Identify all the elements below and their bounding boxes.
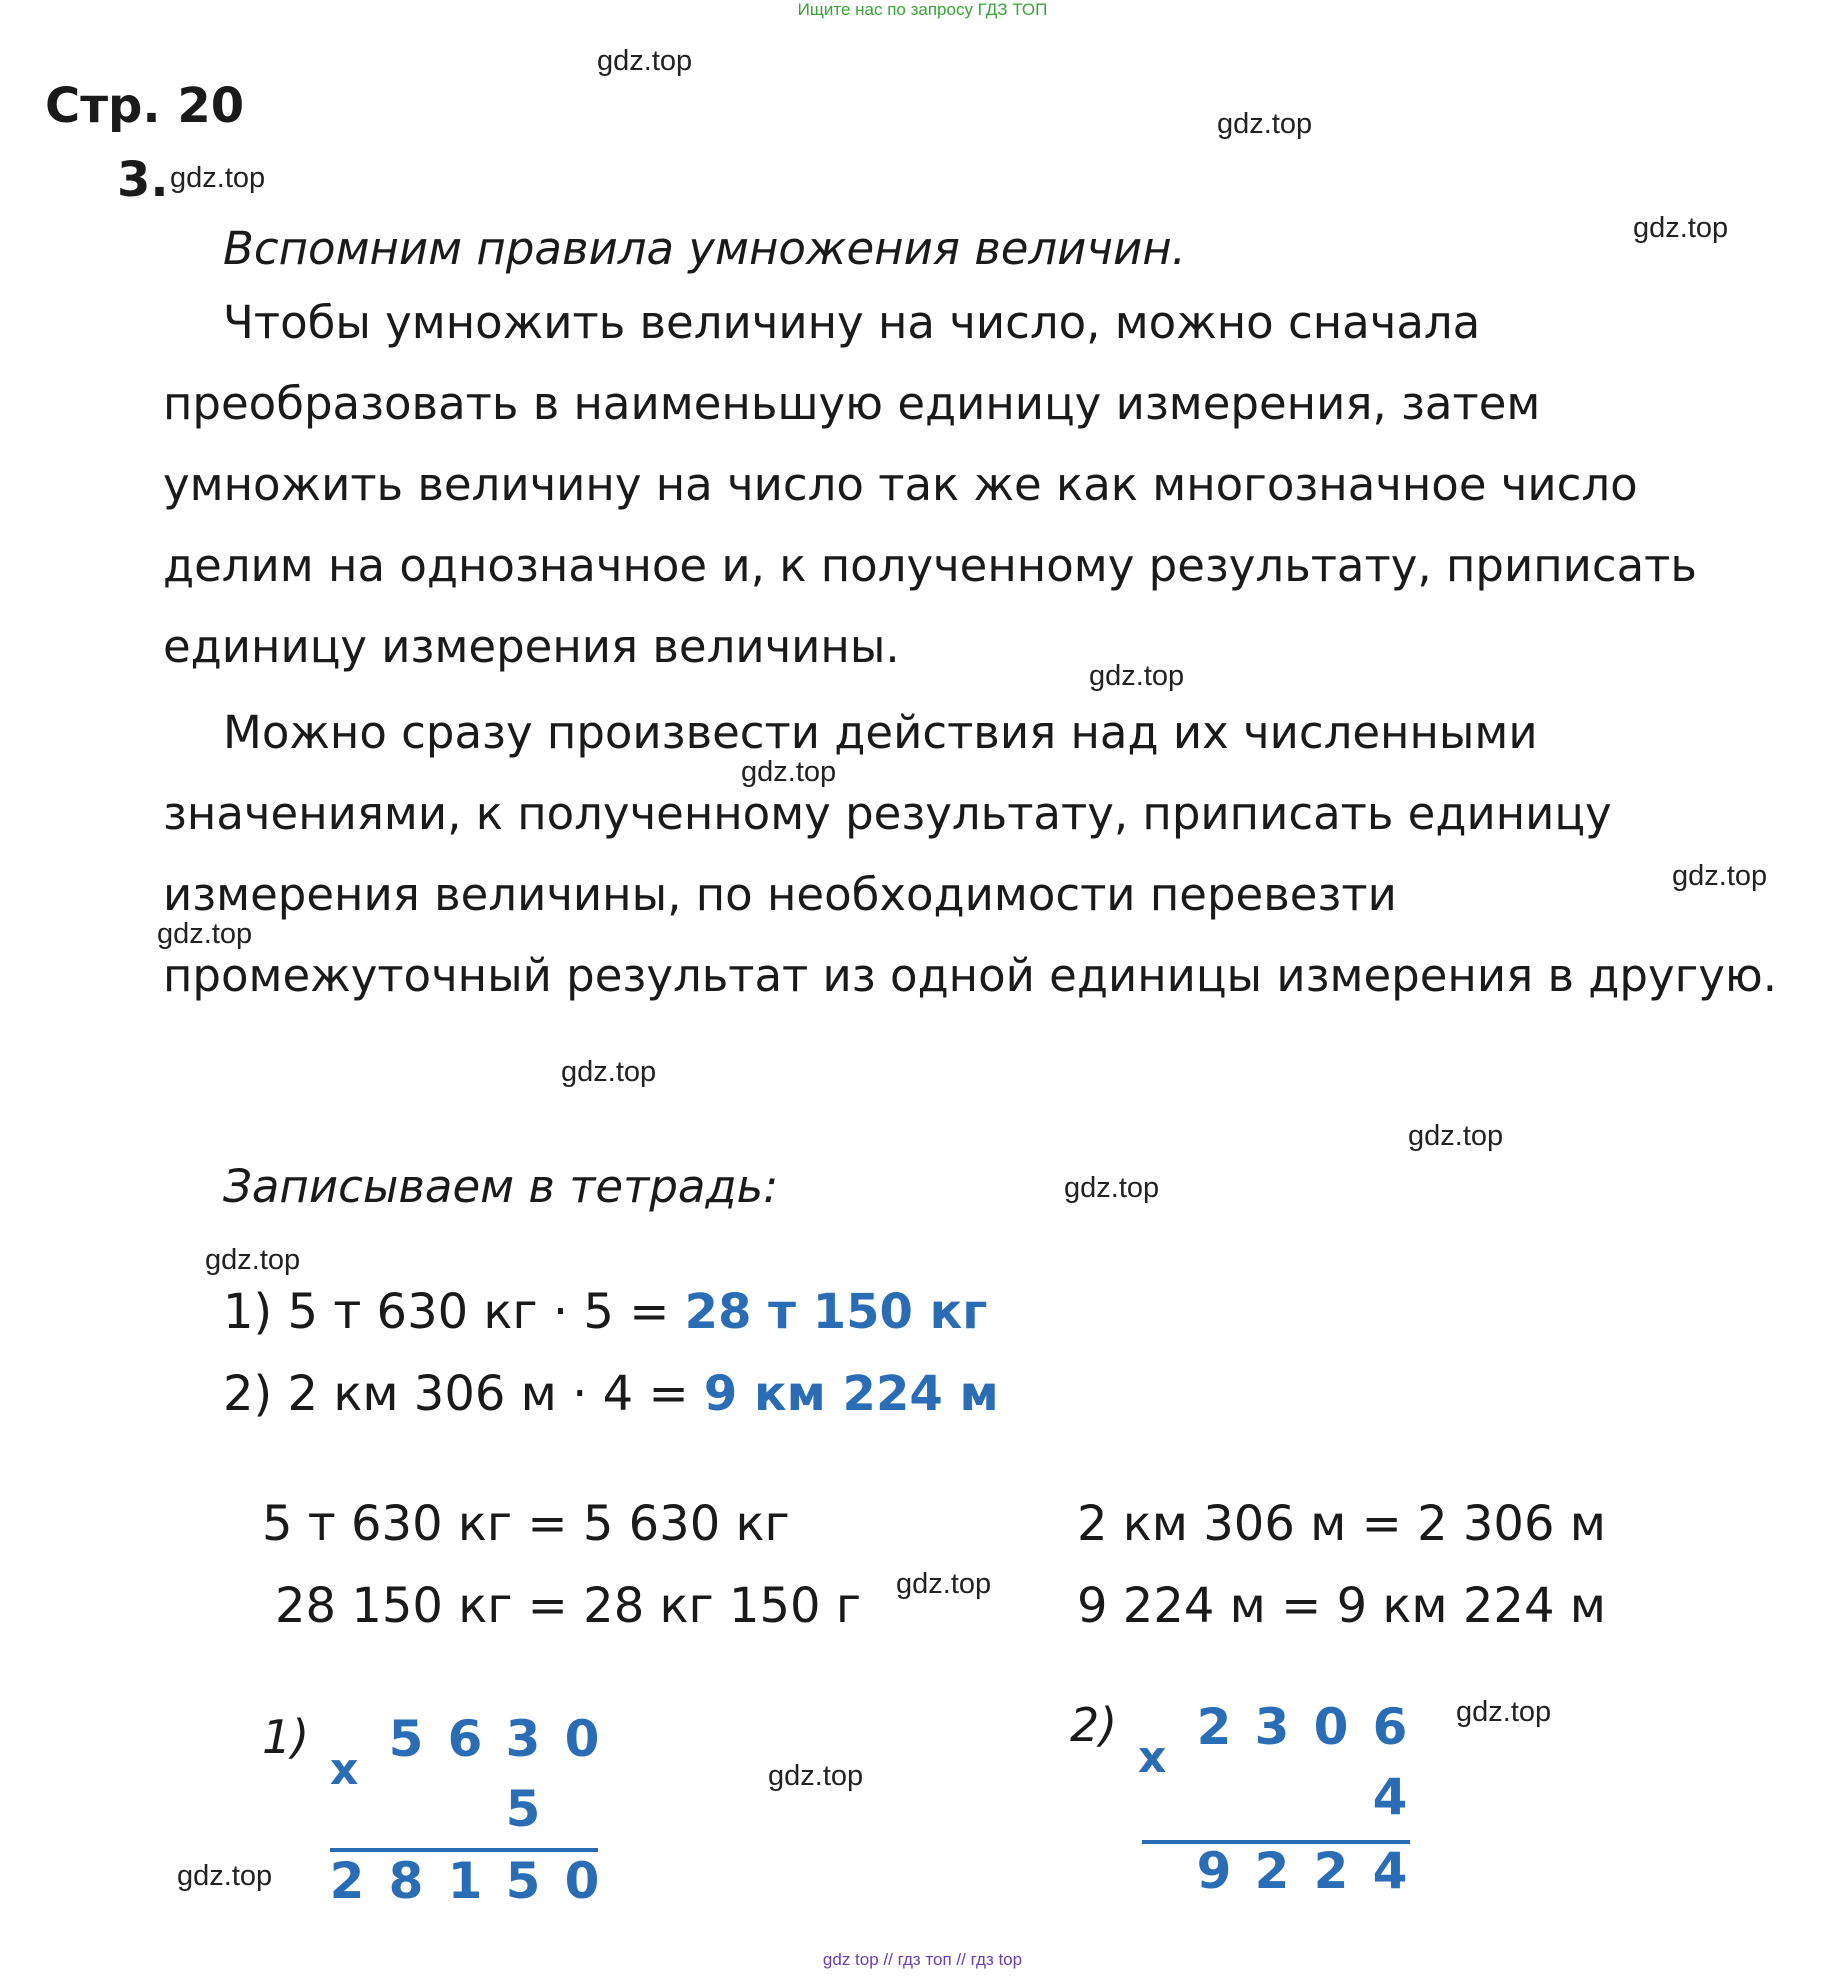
column-2-result-digit: 2 xyxy=(1313,1842,1349,1900)
column-2-result-digit: 4 xyxy=(1372,1842,1408,1900)
write-title: Записываем в тетрадь: xyxy=(223,1160,779,1213)
column-1-result-digit: 1 xyxy=(447,1852,483,1910)
task-number: 3. xyxy=(117,152,169,208)
equation-1 xyxy=(223,1284,987,1340)
equation-2-expr: 2) 2 км 306 м · 4 = xyxy=(223,1366,704,1422)
bottom-banner: gdz top // гдз топ // гдз top xyxy=(822,1950,1023,1969)
watermark: gdz.top xyxy=(741,756,837,788)
conversion-left-1: 5 т 630 кг = 5 630 кг xyxy=(262,1496,790,1552)
equation-1-answer: 28 т 150 кг xyxy=(684,1284,988,1340)
column-1-multiplicand-digit: 5 xyxy=(388,1710,424,1768)
watermark: gdz.top xyxy=(896,1568,992,1600)
watermark: gdz.top xyxy=(1408,1120,1504,1152)
column-2-multiplicand-digit: 2 xyxy=(1196,1698,1232,1756)
watermark: gdz.top xyxy=(170,162,266,194)
watermark: gdz.top xyxy=(1064,1172,1160,1204)
conversion-left-2: 28 150 кг = 28 кг 150 г xyxy=(275,1578,862,1634)
column-2-multiplier-digit: 4 xyxy=(1372,1768,1408,1826)
rule-paragraph-1-text: Чтобы умножить величину на число, можно сначала преобразовать в наименьшую единицу измерения, затем умножить величину на число так же как многозначное число делим на однозначное и, к полученному результату, приписать единицу измерения величины. xyxy=(163,296,1697,673)
rule-paragraph-1 xyxy=(163,282,1783,687)
watermark: gdz.top xyxy=(768,1760,864,1792)
column-1-sign: x xyxy=(330,1744,359,1795)
column-2-sign: x xyxy=(1138,1732,1167,1783)
rule-paragraph-2-text: Можно сразу произвести действия над их численными значениями, к полученному результату, приписать единицу измерения величины, по необходимости перевезти промежуточный результат из одной единицы измерения в другую. xyxy=(163,706,1778,1002)
column-1-multiplicand-digit: 0 xyxy=(564,1710,600,1768)
page-title: Стр. 20 xyxy=(45,78,245,134)
conversion-right-2: 9 224 м = 9 км 224 м xyxy=(1077,1578,1606,1634)
column-1-multiplicand-digit: 3 xyxy=(505,1710,541,1768)
watermark: gdz.top xyxy=(1633,212,1729,244)
top-banner: Ищите нас по запросу ГДЗ ТОП xyxy=(797,0,1048,19)
column-2-result-digit: 2 xyxy=(1254,1842,1290,1900)
column-1-result-digit: 8 xyxy=(388,1852,424,1910)
watermark: gdz.top xyxy=(1217,108,1313,140)
equation-1-expr: 1) 5 т 630 кг · 5 = xyxy=(223,1284,685,1340)
rule-paragraph-2 xyxy=(163,692,1783,1016)
watermark: gdz.top xyxy=(157,918,253,950)
column-1-result-digit: 0 xyxy=(564,1852,600,1910)
column-1-result-digit: 2 xyxy=(329,1852,365,1910)
rule-title: Вспомним правила умножения величин. xyxy=(223,222,1186,275)
watermark: gdz.top xyxy=(177,1860,273,1892)
column-1-result-digit: 5 xyxy=(505,1852,541,1910)
column-1-multiplicand-digit: 6 xyxy=(447,1710,483,1768)
watermark: gdz.top xyxy=(205,1244,301,1276)
equation-2 xyxy=(223,1366,999,1422)
column-2-label: 2) xyxy=(1070,1698,1118,1752)
watermark: gdz.top xyxy=(1456,1696,1552,1728)
watermark: gdz.top xyxy=(597,45,693,77)
column-2-multiplicand-digit: 6 xyxy=(1372,1698,1408,1756)
column-2-result-digit: 9 xyxy=(1196,1842,1232,1900)
column-1-multiplier-digit: 5 xyxy=(505,1780,541,1838)
column-2-multiplicand-digit: 0 xyxy=(1313,1698,1349,1756)
conversion-right-1: 2 км 306 м = 2 306 м xyxy=(1077,1496,1606,1552)
column-2-multiplicand-digit: 3 xyxy=(1254,1698,1290,1756)
equation-2-answer: 9 км 224 м xyxy=(703,1366,999,1422)
watermark: gdz.top xyxy=(1089,660,1185,692)
column-1-label: 1) xyxy=(262,1710,310,1764)
watermark: gdz.top xyxy=(561,1056,657,1088)
watermark: gdz.top xyxy=(1672,860,1768,892)
